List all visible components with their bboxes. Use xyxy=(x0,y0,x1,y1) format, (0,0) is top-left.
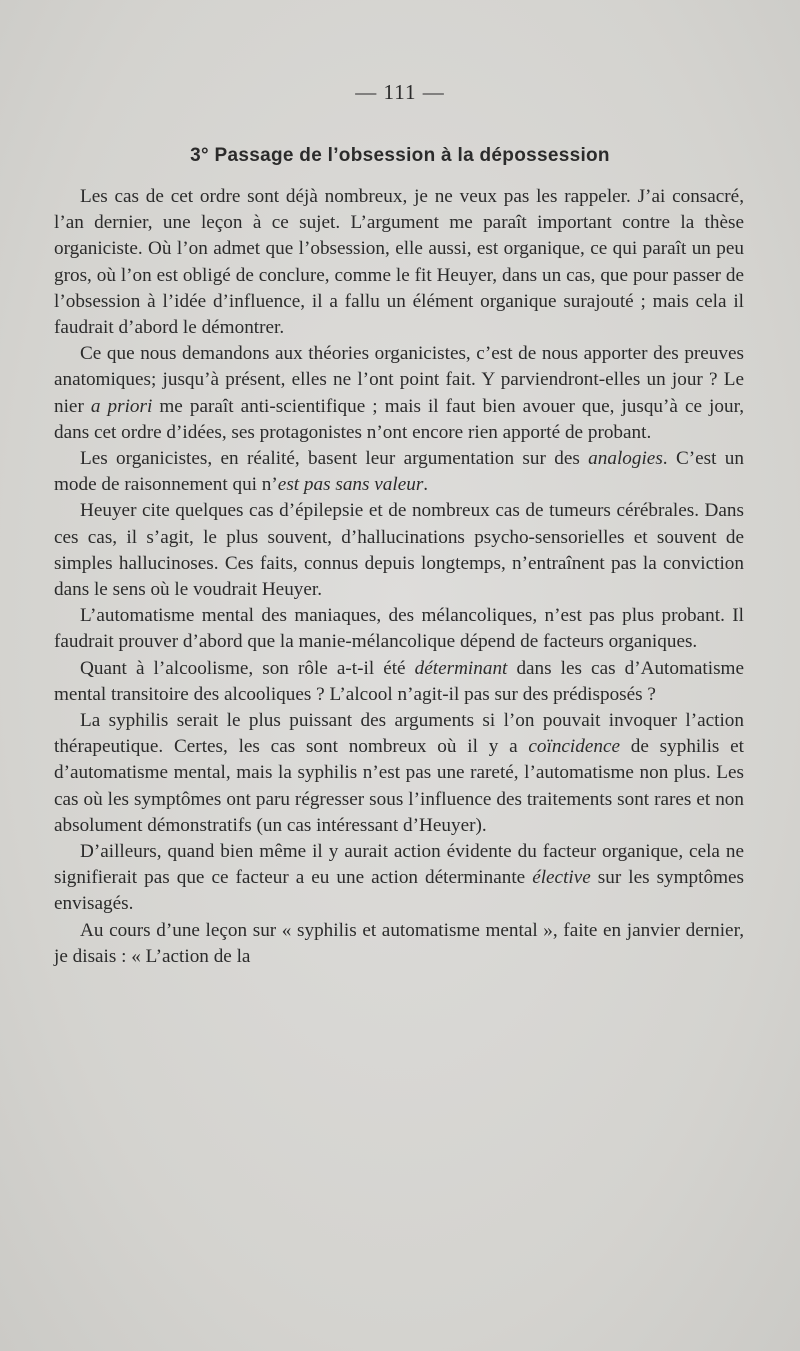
text-segment: Les cas de cet ordre sont déjà nombreux, je ne veux pas les rappeler. J’ai consacré, l’an dernier, une leçon à ce sujet. L’argument me paraît important contre la thèse organiciste. Où l’on admet que l’obsession, elle aussi, est organique, ce qui paraît un peu gros, où l’on est obligé de conclure, comme le fit Heuyer, dans un cas, que pour passer de l’obsession à l’idée d’influence, il a fallu un élément organique surajouté ; mais cela il faudrait d’abord le démontrer. xyxy=(54,186,744,339)
paragraph xyxy=(54,341,744,446)
text-segment: Quant à l’alcoolisme, son rôle a-t-il été xyxy=(80,657,415,679)
page-number: — 111 — xyxy=(355,80,445,104)
text-segment: de syphilis et d’automatisme mental, mais la syphilis n’est pas une rareté, l’automatisme non plus. Les cas où les symptômes ont paru régresser sous l’influence des traitements sont rares et non absolument démonstratifs (un cas intéressant d’Heuyer). xyxy=(54,736,744,836)
italic-segment: a priori xyxy=(90,395,153,417)
italic-segment: élective xyxy=(532,867,591,889)
paragraph xyxy=(54,656,744,708)
text-segment: . xyxy=(423,474,429,496)
italic-segment: est pas sans valeur xyxy=(277,474,424,496)
text-segment: Les organicistes, en réalité, basent leur argumentation sur des xyxy=(80,448,589,470)
italic-segment: analogies xyxy=(588,448,663,470)
paragraph xyxy=(54,839,744,918)
paragraph xyxy=(54,918,744,970)
text-segment: D’ailleurs, quand bien même il y aurait action évidente du facteur organique, cela ne signifierait pas que ce facteur a eu une action déterminante xyxy=(54,841,744,889)
text-segment: Heuyer cite quelques cas d’épilepsie et de nombreux cas de tumeurs cérébrales. Dans ces cas, il s’agit, le plus souvent, d’hallucinations psycho-sensorielles et souvent de simples hallucinoses. Ces faits, connus depuis longtemps, n’entraînent pas la conviction dans le sens où le voudrait Heuyer. xyxy=(54,500,744,601)
text-segment: Ce que nous demandons aux théories organicistes, c’est de nous apporter des preuves anatomiques; jusqu’à présent, elles ne l’ont point fait. Y parviendront-elles un jour ? Le nier xyxy=(54,343,744,417)
section-heading: 3° Passage de l’obsession à la dépossession xyxy=(190,145,610,166)
paragraph xyxy=(54,446,744,498)
paragraph xyxy=(54,184,744,341)
text-segment: me paraît anti-scientifique ; mais il faut bien avouer que, jusqu’à ce jour, dans cet ordre d’idées, ses protagonistes n’ont encore rien apporté de probant. xyxy=(54,395,744,443)
text-segment: L’automatisme mental des maniaques, des mélancoliques, n’est pas plus probant. Il faudrait prouver d’abord que la manie-mélancolique dépend de facteurs organiques. xyxy=(54,605,744,653)
paragraph xyxy=(54,708,744,839)
text-segment: dans les cas d’Automatisme mental transitoire des alcooliques ? L’alcool n’agit-il pas sur des prédisposés ? xyxy=(54,657,744,705)
paragraph xyxy=(54,603,744,655)
italic-segment: coïncidence xyxy=(528,736,620,758)
body-text xyxy=(54,184,744,970)
text-segment: . C’est un mode de raisonnement qui n’ xyxy=(54,448,744,496)
text-segment: Au cours d’une leçon sur « syphilis et automatisme mental », faite en janvier dernier, je disais : « L’action de la xyxy=(54,919,744,967)
italic-segment: déterminant xyxy=(414,657,508,679)
paragraph xyxy=(54,498,744,603)
text-segment: La syphilis serait le plus puissant des arguments si l’on pouvait invoquer l’action thérapeutique. Certes, les cas sont nombreux où il y a xyxy=(54,710,744,758)
text-segment: sur les symptômes envisagés. xyxy=(54,867,744,915)
